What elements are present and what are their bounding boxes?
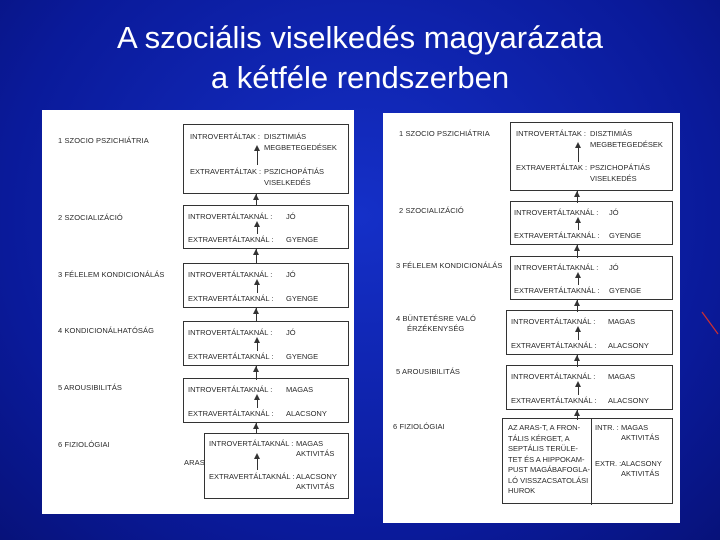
level-box (510, 201, 673, 245)
slide-title-line-1: A szociális viselkedés magyarázata (117, 20, 603, 55)
box-row (190, 167, 325, 187)
row-label: INTROVERTÁLTAKNÁL : (188, 328, 273, 337)
up-arrow-icon (575, 217, 581, 223)
up-arrow-icon (254, 145, 260, 151)
row-label: INTR. : (595, 423, 619, 432)
level-label: 5 AROUSIBILITÁS (58, 383, 123, 392)
level-label: 1 SZOCIO PSZICHIÁTRIA (399, 129, 490, 138)
up-arrow-icon (254, 453, 260, 459)
row-value-2: VISELKEDÉS (590, 174, 637, 183)
para-line: SEPTÁLIS TERÜLE- (508, 444, 578, 453)
feedback-loop-text (508, 423, 590, 497)
row-value: GYENGE (286, 352, 319, 361)
box-row (511, 372, 636, 381)
para-line: TET ÉS A HIPPOKAM- (508, 454, 585, 464)
up-arrow-icon (575, 326, 581, 332)
row-value: MAGAS (296, 439, 324, 448)
level-label: 1 SZOCIO PSZICHIÁTRIA (58, 136, 149, 145)
level-box (204, 433, 349, 499)
row-label: INTROVERTÁLTAKNÁL : (511, 372, 596, 381)
level-label: 6 FIZIOLÓGIAI (58, 440, 110, 449)
level-box (183, 124, 349, 194)
up-arrow-icon (253, 308, 259, 314)
slide-title (0, 18, 720, 98)
up-arrow-icon (574, 245, 580, 251)
row-value: PSZICHOPÁTIÁS (264, 167, 325, 176)
aras-label: ARAS (184, 458, 205, 467)
row-value-2: AKTIVITÁS (296, 482, 335, 491)
connector-line (257, 149, 258, 165)
para-line: LÓ VISSZACSATOLÁSI (508, 475, 589, 485)
box-row (209, 472, 337, 491)
row-value: JÓ (609, 208, 619, 217)
level-box (506, 365, 673, 410)
row-value: GYENGE (286, 294, 319, 303)
up-arrow-icon (574, 355, 580, 361)
box-row (511, 396, 649, 405)
level-label: 2 SZOCIALIZÁCIÓ (399, 206, 464, 215)
box-row (595, 459, 662, 478)
row-value: MAGAS (608, 317, 636, 326)
row-value: GYENGE (609, 231, 642, 240)
box-row (516, 129, 663, 149)
box-row (190, 132, 337, 152)
box-row (511, 317, 636, 326)
row-value: ALACSONY (296, 472, 337, 481)
box-row (595, 423, 660, 442)
up-arrow-icon (575, 142, 581, 148)
row-value-2: AKTIVITÁS (296, 449, 335, 458)
box-row (188, 352, 319, 361)
level-label: 4 BÜNTETÉSRE VALÓ (396, 314, 476, 323)
row-label: EXTRAVERTÁLTAKNÁL : (188, 235, 274, 244)
up-arrow-icon (254, 337, 260, 343)
row-value: GYENGE (609, 286, 642, 295)
row-label: EXTRAVERTÁLTAKNÁL : (511, 341, 597, 350)
box-row (209, 439, 335, 458)
box-row (188, 212, 296, 221)
level-box (510, 122, 673, 191)
row-label: INTROVERTÁLTAKNÁL : (188, 212, 273, 221)
box-row (514, 231, 642, 240)
up-arrow-icon (574, 300, 580, 306)
para-line: AZ ARAS-T, A FRON- (508, 423, 581, 432)
row-label: INTROVERTÁLTAKNÁL : (188, 385, 273, 394)
level-box (506, 310, 673, 355)
up-arrow-icon (253, 194, 259, 200)
row-label: EXTRAVERTÁLTAKNÁL : (209, 472, 295, 481)
level-box (183, 263, 349, 308)
row-label: INTROVERTÁLTAK : (516, 129, 587, 138)
row-value-2: AKTIVITÁS (621, 433, 660, 442)
level-label: 2 SZOCIALIZÁCIÓ (58, 213, 123, 222)
para-line: PUST MAGÁBAFOGLA- (508, 465, 590, 474)
row-value: JÓ (609, 263, 619, 272)
level-label: 4 KONDICIONÁLHATÓSÁG (58, 326, 155, 335)
row-label: EXTRAVERTÁLTAKNÁL : (188, 294, 274, 303)
diagram-right (383, 113, 680, 523)
up-arrow-icon (574, 191, 580, 197)
row-value: ALACSONY (608, 396, 649, 405)
row-value: ALACSONY (286, 409, 327, 418)
level-box (502, 418, 673, 504)
level-label-2: ÉRZÉKENYSÉG (407, 324, 465, 333)
level-box (510, 256, 673, 300)
box-row (188, 328, 296, 337)
box-row (516, 163, 651, 183)
level-box (183, 205, 349, 249)
row-value: PSZICHOPÁTIÁS (590, 163, 651, 172)
up-arrow-icon (254, 394, 260, 400)
row-label: EXTRAVERTÁLTAK : (516, 163, 588, 172)
up-arrow-icon (574, 410, 580, 416)
row-label: EXTRAVERTÁLTAK : (190, 167, 262, 176)
row-value: MAGAS (286, 385, 314, 394)
row-value-2: MEGBETEGEDÉSEK (264, 143, 337, 152)
row-value: JÓ (286, 212, 296, 221)
up-arrow-icon (575, 272, 581, 278)
row-value: MAGAS (621, 423, 649, 432)
para-line: TÁLIS KÉRGET, A (508, 433, 570, 443)
box-row (188, 235, 319, 244)
row-value: DISZTIMIÁS (590, 129, 633, 138)
row-label: EXTRAVERTÁLTAKNÁL : (514, 231, 600, 240)
row-label: EXTRAVERTÁLTAKNÁL : (511, 396, 597, 405)
row-value-2: AKTIVITÁS (621, 469, 660, 478)
row-value: ALACSONY (621, 459, 662, 468)
diagram-left (42, 110, 354, 514)
row-label: INTROVERTÁLTAKNÁL : (514, 208, 599, 217)
level-label: 6 FIZIOLÓGIAI (393, 422, 445, 431)
row-label: EXTRAVERTÁLTAKNÁL : (514, 286, 600, 295)
row-value-2: VISELKEDÉS (264, 178, 311, 187)
box-row (514, 208, 619, 217)
level-label: 3 FÉLELEM KONDICIONÁLÁS (58, 270, 165, 279)
up-arrow-icon (575, 381, 581, 387)
up-arrow-icon (254, 221, 260, 227)
row-label: EXTR. : (595, 459, 622, 468)
row-value: ALACSONY (608, 341, 649, 350)
row-value: DISZTIMIÁS (264, 132, 307, 141)
row-value: GYENGE (286, 235, 319, 244)
row-value-2: MEGBETEGEDÉSEK (590, 140, 663, 149)
box-row (188, 409, 327, 418)
row-label: EXTRAVERTÁLTAKNÁL : (188, 409, 274, 418)
slide-title-line-2: a kétféle rendszerben (210, 60, 510, 95)
connector-line (578, 146, 579, 162)
up-arrow-icon (253, 249, 259, 255)
box-row (514, 263, 619, 272)
box-row (188, 294, 319, 303)
row-label: INTROVERTÁLTAKNÁL : (209, 439, 294, 448)
level-label: 5 AROUSIBILITÁS (396, 367, 461, 376)
row-label: INTROVERTÁLTAKNÁL : (511, 317, 596, 326)
level-label: 3 FÉLELEM KONDICIONÁLÁS (396, 261, 503, 270)
box-row (514, 286, 642, 295)
row-value: JÓ (286, 270, 296, 279)
decorative-line-icon (700, 310, 720, 336)
row-label: EXTRAVERTÁLTAKNÁL : (188, 352, 274, 361)
box-row (511, 341, 649, 350)
up-arrow-icon (253, 366, 259, 372)
divider-line (591, 419, 592, 505)
box-row (188, 385, 314, 394)
row-label: INTROVERTÁLTAK : (190, 132, 261, 141)
box-row (188, 270, 296, 279)
row-label: INTROVERTÁLTAKNÁL : (514, 263, 599, 272)
level-box (183, 378, 349, 423)
level-box (183, 321, 349, 366)
up-arrow-icon (254, 279, 260, 285)
row-label: INTROVERTÁLTAKNÁL : (188, 270, 273, 279)
para-line: HUROK (508, 486, 536, 495)
up-arrow-icon (253, 423, 259, 429)
row-value: JÓ (286, 328, 296, 337)
row-value: MAGAS (608, 372, 636, 381)
